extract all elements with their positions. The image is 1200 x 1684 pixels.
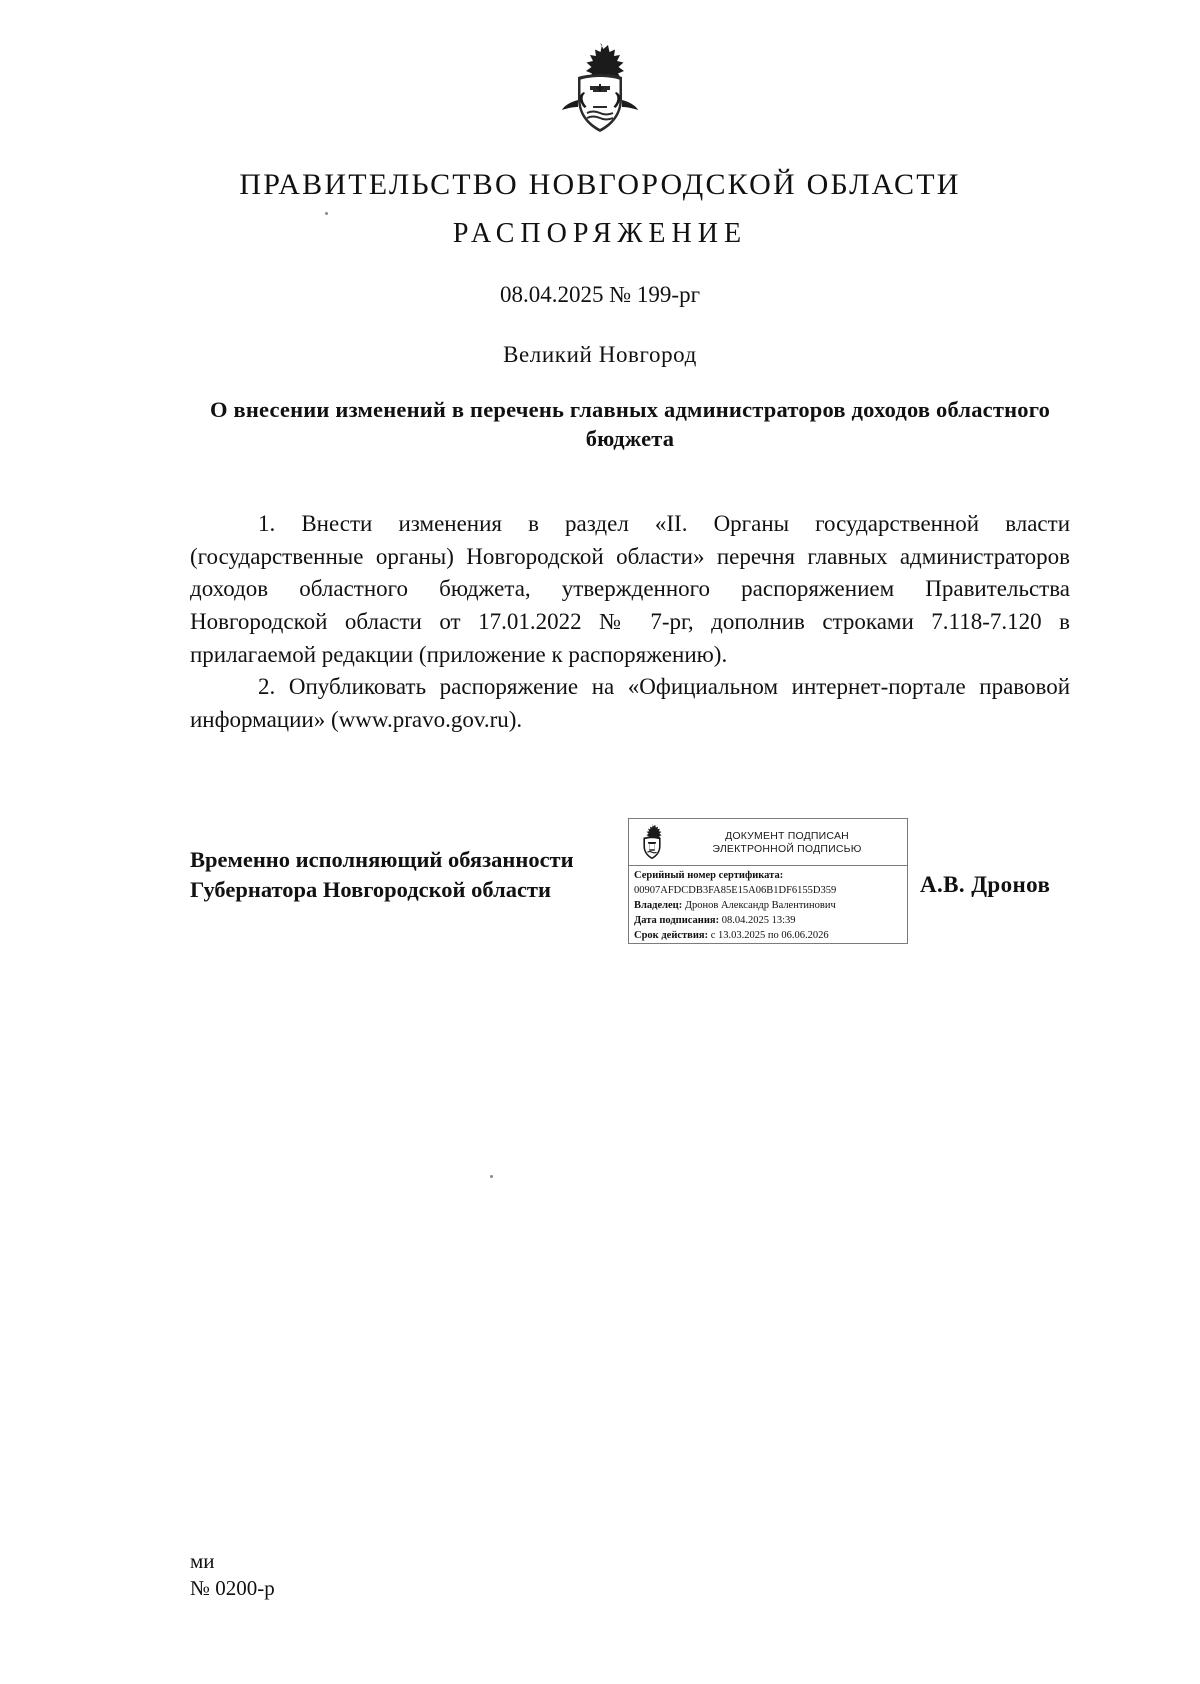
document-body <box>190 508 1070 737</box>
stamp-coat-of-arms-icon <box>635 823 669 863</box>
document-footer <box>190 1548 275 1602</box>
stamp-signed-row <box>634 914 902 929</box>
stamp-owner-row <box>634 899 902 914</box>
footer-line-1: ми <box>190 1549 215 1573</box>
stamp-heading-line1: ДОКУМЕНТ ПОДПИСАН <box>725 829 849 842</box>
signatory-position: Временно исполняющий обязанности Губернатора Новгородской области <box>190 847 574 902</box>
document-subject: О внесении изменений в перечень главных администраторов доходов областного бюджета <box>209 397 1051 451</box>
coat-of-arms-icon <box>554 40 646 144</box>
document-city: Великий Новгород <box>503 342 697 367</box>
government-title: ПРАВИТЕЛЬСТВО НОВГОРОДСКОЙ ОБЛАСТИ <box>239 168 961 201</box>
body-paragraph-2: 2. Опубликовать распоряжение на «Официальном интернет-портале правовой информации» (www.pravo.gov.ru). <box>190 674 1070 732</box>
electronic-signature-stamp <box>628 818 908 944</box>
footer-line-2: № 0200-р <box>190 1575 275 1600</box>
stamp-signed-label: Дата подписания: <box>634 914 720 926</box>
emblem-container <box>0 40 1200 149</box>
stamp-heading <box>669 830 903 856</box>
scan-speck <box>325 212 328 215</box>
signatory-name: А.В. Дронов <box>920 872 1051 897</box>
stamp-validity-label: Срок действия: <box>634 929 709 941</box>
stamp-serial-label: Серийный номер сертификата: <box>634 870 784 881</box>
body-paragraph-1: 1. Внести изменения в раздел «II. Органы государственной власти (государственные органы) Новгородской области» перечня главных администраторов доходов областного бюджета, утвержденного распоряжением Правительства Новгородской области от 17.01.2022 № 7-рг, дополнив строками 7.118-7.120 в прилагаемой редакции (приложение к распоряжению). <box>190 511 1070 667</box>
stamp-owner-value: Дронов Александр Валентинович <box>684 899 836 911</box>
document-type: РАСПОРЯЖЕНИЕ <box>452 218 748 249</box>
stamp-serial-value-row <box>634 884 902 899</box>
stamp-serial-value: 00907AFDCDB3FA85E15A06B1DF6155D359 <box>634 884 837 896</box>
stamp-signed-value: 08.04.2025 13:39 <box>721 914 796 926</box>
stamp-validity-row <box>634 929 902 944</box>
stamp-serial-row <box>634 869 902 884</box>
stamp-owner-label: Владелец: <box>634 899 683 911</box>
document-number: 08.04.2025 № 199-рг <box>499 282 701 307</box>
stamp-header <box>629 819 907 865</box>
stamp-validity-value: с 13.03.2025 по 06.06.2026 <box>710 929 829 941</box>
scan-speck <box>490 1175 493 1178</box>
stamp-heading-line2: ЭЛЕКТРОННОЙ ПОДПИСЬЮ <box>712 843 862 855</box>
stamp-details <box>629 866 907 944</box>
